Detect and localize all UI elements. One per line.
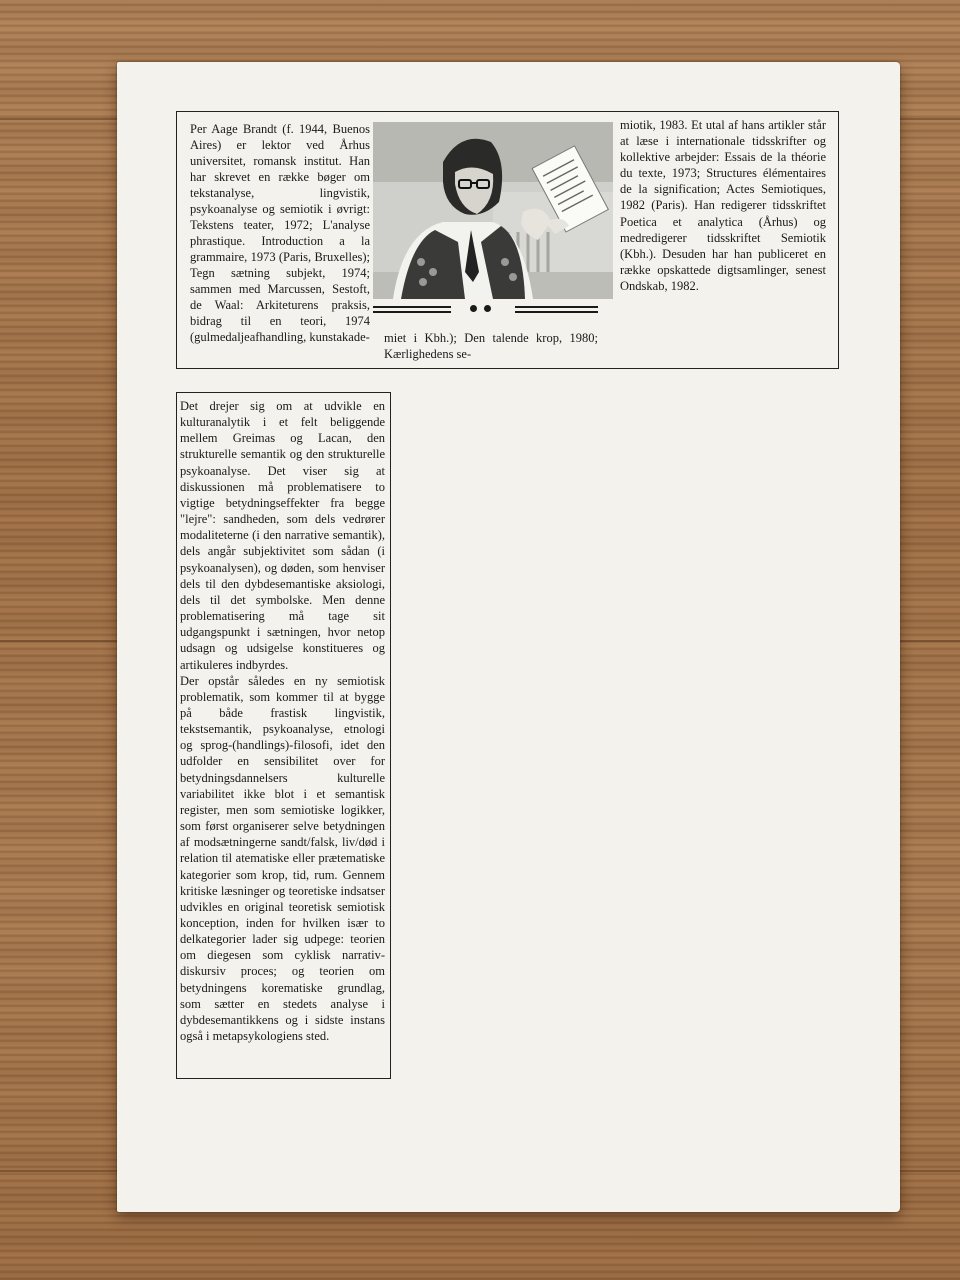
- decorative-rule: [373, 306, 451, 308]
- description-paragraph: Der opstår således en ny semiotisk problematik, som kommer til at bygge på både frastisk lingvistik, tekstsemantik, psykoanalyse, etnologi og sprog-(handlings)-filosofi, idet den udfolder en sensibilitet over for betydningsdannelsers kulturelle variabilitet ikke blot i et semantisk register, men som semiotiske logikker, som først organiserer selve betydningen af modsætningerne sandt/falsk, liv/død i relation til atematiske eller prætematiske kategorier som krop, tid, rum. Gennem kritiske læsninger og teoretiske indsatser udvikles en original teoretisk semiotisk konception, inden for hvilken især to delkategorier lader sig udpege: teorien om diegesen som cyklisk narrativ-diskursiv proces; og teorien om betydningens korematiske grundlag, som sætter en stedets analyse i dybdesemantikkens og i sidste instans også i metapsykologiens sted.: [180, 673, 385, 1044]
- author-bio-middle-column: miet i Kbh.); Den talende krop, 1980; Kærlighedens se-: [384, 331, 598, 361]
- author-bio-left-column: Per Aage Brandt (f. 1944, Buenos Aires) er lektor ved Århus universitet, romansk institut. Han har skrevet en række bøger om tekstanalyse, lingvistik, psykoanalyse og semiotik i øvrigt: Tekstens teater, 1972; L'analyse phrastique. Introduction a la grammaire, 1973 (Paris, Bruxelles); Tegn sætning subjekt, 1974; sammen med Marcussen, Sestoft, de Waal: Arkiteturens praksis, bidrag til en teori, 1974 (gulmedaljeafhandling, kunstakade-: [190, 122, 370, 344]
- book-description: [180, 398, 385, 1044]
- author-photo: [373, 122, 613, 299]
- decorative-rule: [515, 306, 598, 308]
- decorative-rule: [373, 311, 451, 313]
- decorative-dot: [470, 305, 477, 312]
- decorative-rule: [515, 311, 598, 313]
- decorative-dot: [484, 305, 491, 312]
- description-paragraph: Det drejer sig om at udvikle en kulturanalytik i et felt beliggende mellem Greimas og Lacan, den strukturelle semantik og den strukturelle psykoanalyse. Det viser sig at diskussionen må problematisere to vigtige betydningseffekter fra begge "lejre": sandheden, som dels vedrører modaliteterne (i den narrative semantik), dels angår subjektivitet som sådan (i psykoanalysen), og døden, som henviser dels til den dybdesemantiske aksiologi, dels til det symbolske. Men denne problematisering må tage sit udgangspunkt i sætningen, hvor netop udsagn og udsigelse konstitueres og artikuleres indbyrdes.: [180, 399, 385, 672]
- author-bio-right-column: miotik, 1983. Et utal af hans artikler står at læse i internationale tidsskrifter og kollektive arbejder: Essais de la théorie du texte, 1973; Structures élémentaires de la signification; Actes Semiotiques, 1982 (Paris). Han redigerer tidsskriftet Poetica et analytica (Århus) og medredigerer tidsskriftet Semiotik (Kbh.). Desuden har han publiceret en række opskattede digtsamlinger, senest Ondskab, 1982.: [620, 118, 826, 293]
